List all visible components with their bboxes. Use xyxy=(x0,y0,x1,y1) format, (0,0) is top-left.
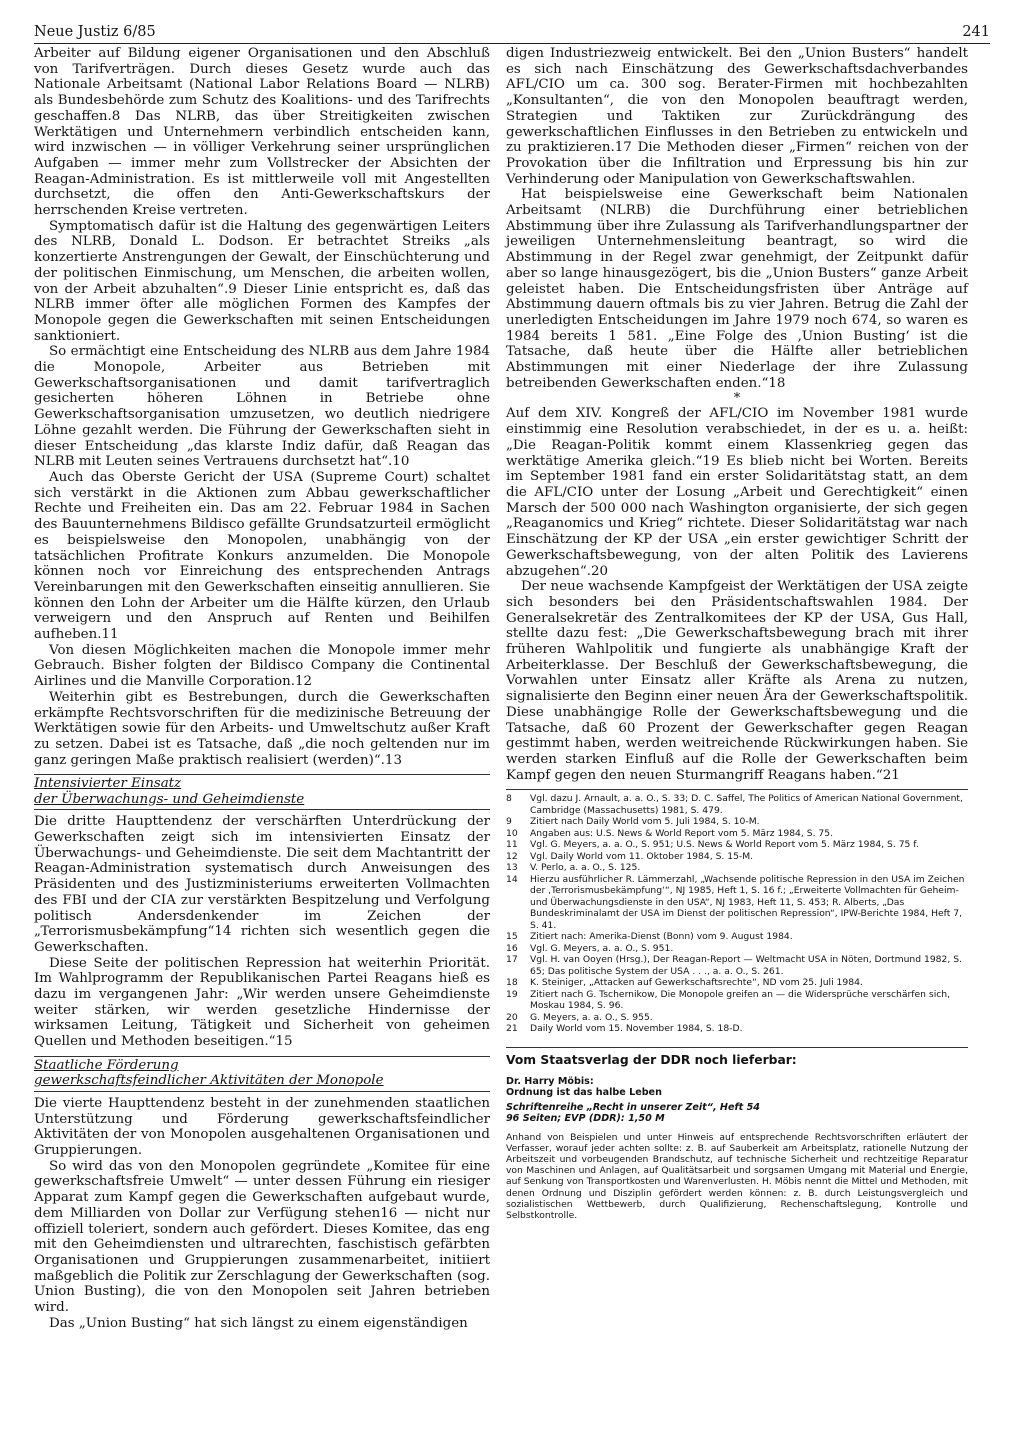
ad-description: Anhand von Beispielen und unter Hinweis auf entsprechende Rechtsvorschriften erläutert der Verfasser, worauf jeder achten sollte: z. B. auf Sauberkeit am Arbeitsplatz, rationelle Nutzung der Arbeitszeit und vorbeugenden Brandschutz, auf technische Sicherheit und rechtzeitige Reparatur von Maschinen und Anlagen, auf Qualitätsarbeit und sorgsamen Umgang mit Material und Energie, auf Senkung von Transportkosten und Warenverlusten. H. Möbis nennt die Mittel und Methoden, mit denen Ordnung und Disziplin gefördert werden können: z. B. durch Leistungsvergleich und sozialistischen Wettbewerb, durch Qualifizierung, Rechenschaftslegung, Kontrolle und Selbstkontrolle. xyxy=(506,1131,968,1222)
paragraph: Der neue wachsende Kampfgeist der Werktätigen der USA zeigte sich besonders bei den Präsidentschaftswahlen 1984. Der Generalsekretär des Zentralkomitees der KP der USA, Gus Hall, stellte dazu fest: „Die Gewerkschaftsbewegung brach mit ihrer früheren Wahlpolitik und fungierte als unabhängige Kraft der Arbeiterklasse. Der Beschluß der Gewerkschaftsbewegung, die Vorwahlen unter Einsatz aller Kräfte als Arena zu nutzen, signalisierte den Beginn einer neuen Ära der Gewerkschaftspolitik. Diese unabhängige Rolle der Gewerkschaftsbewegung und die Tatsache, daß 60 Prozent der Gewerkschafter gegen Reagan gestimmt haben, werden weitreichende Rückwirkungen haben. Sie werden starken Einfluß auf die Rolle der Gewerkschaften beim Kampf gegen den neuen Sturmangriff Reagans haben.“21 xyxy=(506,579,968,783)
section-heading-line: Staatliche Förderung xyxy=(34,1057,179,1073)
paragraph: Von diesen Möglichkeiten machen die Monopole immer mehr Gebrauch. Bisher folgten der Bildisco Company die Continental Airlines und die Manville Corporation.12 xyxy=(34,642,490,690)
paragraph: Das „Union Busting“ hat sich längst zu einem eigenständigen xyxy=(49,1315,468,1331)
page-header xyxy=(34,18,990,44)
paragraph: Auf dem XIV. Kongreß der AFL/CIO im November 1981 wurde einstimmig eine Resolution verabschiedet, in der es u. a. heißt: „Die Reagan-Politik kommt einem Klassenkrieg gegen das werktätige Amerika gleich.“19 Es blieb nicht bei Worten. Bereits im September 1981 fand ein erster Solidaritätstag statt, an dem die AFL/CIO unter der Losung „Arbeit und Gerechtigkeit“ einen Marsch der 500 000 nach Washington organisierte, der sich gegen „Reaganomics und Krieg“ richtete. Dieser Solidaritätstag war nach Einschätzung der KP der USA „ein erster gewichtiger Schritt der Gewerkschaftsbewegung, von der alten Politik des Lavierens abzugehen“.20 xyxy=(506,406,968,579)
footnote: 9 Zitiert nach Daily World vom 5. Juli 1984, S. 10-M. xyxy=(506,816,760,828)
paragraph: Hat beispielsweise eine Gewerkschaft beim Nationalen Arbeitsamt (NLRB) die Durchführung einer betrieblichen Abstimmung über ihre Zulassung als Tarifverhandlungspartner der jeweiligen Unternehmensleitung beantragt, so wird die Abstimmung in der Regel zwar genehmigt, der Zeitpunkt dafür aber so lange hinausgezögert, bis die „Union Busters“ ganze Arbeit geleistet haben. Die Entscheidungsfristen über Anträge auf Abstimmung dauern oftmals bis zu vier Jahren. Betrug die Zahl der unerledigten Entscheidungen im Jahre 1979 noch 674, so waren es 1984 bereits 1 581. „Eine Folge des ,Union Busting‘ ist die Tatsache, daß heute über die Hälfte aller betrieblichen Abstimmungen mit einer Niederlage der ihre Zulassung betreibenden Gewerkschaften enden.“18 xyxy=(506,187,968,391)
footnote: 18 K. Steiniger, „Attacken auf Gewerkschaftsrechte“, ND vom 25. Juli 1984. xyxy=(506,977,863,989)
footnote: 8 Vgl. dazu J. Arnault, a. a. O., S. 33; D. C. Saffel, The Politics of American National Government, Cambridge (Massachusetts) 1981, S. 479. xyxy=(506,793,963,816)
journal-title: Neue Justiz 6/85 xyxy=(34,24,156,40)
section-heading xyxy=(34,1056,490,1092)
footnote: 21 Daily World vom 15. November 1984, S. 18-D. xyxy=(506,1023,743,1035)
section-heading-line: Intensivierter Einsatz xyxy=(34,776,182,792)
footnote: 11 Vgl. G. Meyers, a. a. O., S. 951; U.S. News & World Report vom 5. März 1984, S. 75 f. xyxy=(506,839,919,851)
paragraph: Die vierte Haupttendenz besteht in der zunehmenden staatlichen Unterstützung und Förderung gewerkschaftsfeindlicher Aktivitäten der von Monopolen ausgehaltenen Organisationen und Gruppierungen. xyxy=(34,1095,490,1158)
footnote: 12 Vgl. Daily World vom 11. Oktober 1984, S. 15-M. xyxy=(506,850,754,862)
paragraph: Weiterhin gibt es Bestrebungen, durch die Gewerkschaften erkämpfte Rechtsvorschriften für die medizinische Betreuung der Werktätigen sowie für den Arbeits- und Umweltschutz außer Kraft zu setzen. Dabei ist es Tatsache, daß „die noch geltenden nur im ganz geringen Maße praktisch realisiert (werden)“.13 xyxy=(34,689,490,768)
footnote: 20 G. Meyers, a. a. O., S. 955. xyxy=(506,1011,653,1023)
section-separator: * xyxy=(733,391,741,407)
ad-title: Vom Staatsverlag der DDR noch lieferbar: xyxy=(506,1052,797,1067)
paragraph: Symptomatisch dafür ist die Haltung des gegenwärtigen Leiters des NLRB, Donald L. Dodson. Er betrachtet Streiks „als konzertierte Anstrengungen der Gewalt, der Einschüchterung und der politischen Einmischung, um Menschen, die arbeiten wollen, von der Arbeit abzuhalten“.9 Dieser Linie entspricht es, daß das NLRB immer öfter alle möglichen Formen des Kampfes der Monopole gegen die Gewerkschaften mit seinen Entscheidungen sanktioniert. xyxy=(34,218,490,344)
paragraph: Diese Seite der politischen Repression hat weiterhin Priorität. Im Wahlprogramm der Republikanischen Partei Reagans hieß es dazu im vergangenen Jahr: „Wir werden unsere Geheimdienste weiter stärken, wir werden gesetzliche Hindernisse der wirksamen Leitung, Tätigkeit und Sicherheit von geheimen Quellen und Methoden beseitigen.“15 xyxy=(34,955,490,1050)
ad-author: Dr. Harry Möbis: xyxy=(506,1075,594,1087)
left-column xyxy=(34,46,490,1331)
footnote: 13 V. Perlo, a. a. O., S. 125. xyxy=(506,862,641,874)
paragraph: So ermächtigt eine Entscheidung des NLRB aus dem Jahre 1984 die Monopole, Arbeiter aus Betrieben mit Gewerkschaftsorganisationen und damit tarifvertraglich gesicherten höheren Löhnen in Betriebe ohne Gewerkschaftsorganisation umzusetzen, wo deutlich niedrigere Löhne gezahlt werden. Die Führung der Gewerkschaften sieht in dieser Entscheidung „das klarste Indiz dafür, daß Reagan das NLRB mit Leuten seines Vertrauens durchsetzt hat“.10 xyxy=(34,344,490,470)
ad-series: Schriftenreihe „Recht in unserer Zeit“, Heft 54 xyxy=(506,1102,760,1114)
page-number: 241 xyxy=(962,24,990,40)
footnote: 17 Vgl. H. van Ooyen (Hrsg.), Der Reagan-Report — Weltmacht USA in Nöten, Dortmund 1982, S. 65; Das politische System der USA . . ., a. a. O., S. 261. xyxy=(506,954,962,977)
paragraph: So wird das von den Monopolen gegründete „Komitee für eine gewerkschaftsfreie Umwelt“ — unter dessen Führung ein riesiger Apparat zum Kampf gegen die Gewerkschaften aufgebaut wurde, dem Milliarden von Dollar zur Verfügung stehen16 — nicht nur offiziell toleriert, sondern auch gefördert. Dieses Komitee, das eng mit den Geheimdiensten und ultrarechten, faschistisch gefärbten Organisationen und Gruppierungen zusammenarbeitet, initiiert maßgeblich die Politik zur Zerschlagung der Gewerkschaften (sog. Union Busting), die von den Monopolen seit Jahren betrieben wird. xyxy=(34,1158,490,1316)
section-heading xyxy=(34,774,490,810)
footnote: 19 Zitiert nach G. Tschernikow, Die Monopole greifen an — die Widersprüche verschärfen sich, Moskau 1984, S. 96. xyxy=(506,988,951,1012)
section-heading-line: gewerkschaftsfeindlicher Aktivitäten der Monopole xyxy=(34,1073,384,1089)
footnote: 15 Zitiert nach: Amerika-Dienst (Bonn) vom 9. August 1984. xyxy=(506,931,793,943)
paragraph: Auch das Oberste Gericht der USA (Supreme Court) schaltet sich verstärkt in die Aktionen zum Abbau gewerkschaftlicher Rechte und Freiheiten ein. Das am 22. Februar 1984 in Sachen des Bauunternehmens Bildisco gefällte Grundsatzurteil ermöglicht es beispielsweise den Monopolen, unabhängig von der tatsächlichen Profitrate Konkurs anzumelden. Die Monopole können noch vor Einreichung des entsprechenden Antrags Vereinbarungen mit den Gewerkschaften einseitig annullieren. Sie können den Lohn der Arbeiter um die Hälfte kürzen, den Urlaub verweigern und den Anspruch auf Renten und Beihilfen aufheben.11 xyxy=(34,469,490,643)
footnote: 16 Vgl. G. Meyers, a. a. O., S. 951. xyxy=(506,942,674,954)
paragraph: Die dritte Haupttendenz der verschärften Unterdrückung der Gewerkschaften zeigt sich im intensivierten Einsatz der Überwachungs- und Geheimdienste. Die seit dem Machtantritt der Reagan-Administration systematisch durch Anweisungen des Präsidenten und des Justizministeriums erweiterten Vollmachten des FBI und der CIA zur verstärkten Bespitzelung und Verfolgung politisch Andersdenkender im Zeichen der „Terrorismusbekämpfung“14 richten sich wesentlich gegen die Gewerkschaften. xyxy=(34,814,490,955)
footnotes xyxy=(506,789,968,1035)
footnote: 10 Angaben aus: U.S. News & World Report vom 5. März 1984, S. 75. xyxy=(506,827,834,839)
paragraph: digen Industriezweig entwickelt. Bei den „Union Busters“ handelt es sich nach Einschätzung des Gewerkschaftsdachverbandes AFL/CIO um ca. 300 sog. Berater-Firmen mit hochbezahlten „Konsultanten“, die von den Monopolen beauftragt werden, Strategien und Taktiken zur Zurückdrängung des gewerkschaftlichen Einflusses in den Betrieben zu entwickeln und zu praktizieren.17 Die Methoden dieser „Firmen“ reichen von der Provokation über die Infiltration und Erpressung bis hin zur Verhinderung oder Manipulation von Gewerkschaftswahlen. xyxy=(506,46,968,187)
right-column xyxy=(506,46,968,1221)
paragraph: Arbeiter auf Bildung eigener Organisationen und den Abschluß von Tarifverträgen. Durch dieses Gesetz wurde auch das Nationale Arbeitsamt (National Labor Relations Board — NLRB) als Bundesbehörde zum Schutz des Koalitions- und des Tarifrechts geschaffen.8 Das NLRB, das über Streitigkeiten zwischen Werktätigen und Unternehmern verbindlich entscheiden kann, wird inzwischen — in völliger Verkehrung seiner ursprünglichen Aufgaben — immer mehr zum Vollstrecker der Absichten der Reagan-Administration. Es ist mittlerweile voll mit Angestellten durchsetzt, die offen den Anti-Gewerkschaftskurs der herrschenden Kreise vertreten. xyxy=(34,46,490,219)
publisher-advertisement xyxy=(506,1047,968,1221)
section-heading-line: der Überwachungs- und Geheimdienste xyxy=(34,791,305,807)
ad-details: 96 Seiten; EVP (DDR): 1,50 M xyxy=(506,1113,665,1125)
footnote: 14 Hierzu ausführlicher R. Lämmerzahl, „Wachsende politische Repression in den USA im Zeichen der ,Terrorismusbekämpfung‘“, NJ 1985, Heft 1, S. 16 f.; „Erweiterte Vollmachten für Geheim- und Überwachungsdienste in den USA“, NJ 1983, Heft 11, S. 453; R. Alberts, „Das Bundeskriminalamt der USA im Dienst der politischen Repression“, IPW-Berichte 1984, Heft 7, S. 41. xyxy=(506,873,965,931)
ad-book-title: Ordnung ist das halbe Leben xyxy=(506,1087,662,1099)
